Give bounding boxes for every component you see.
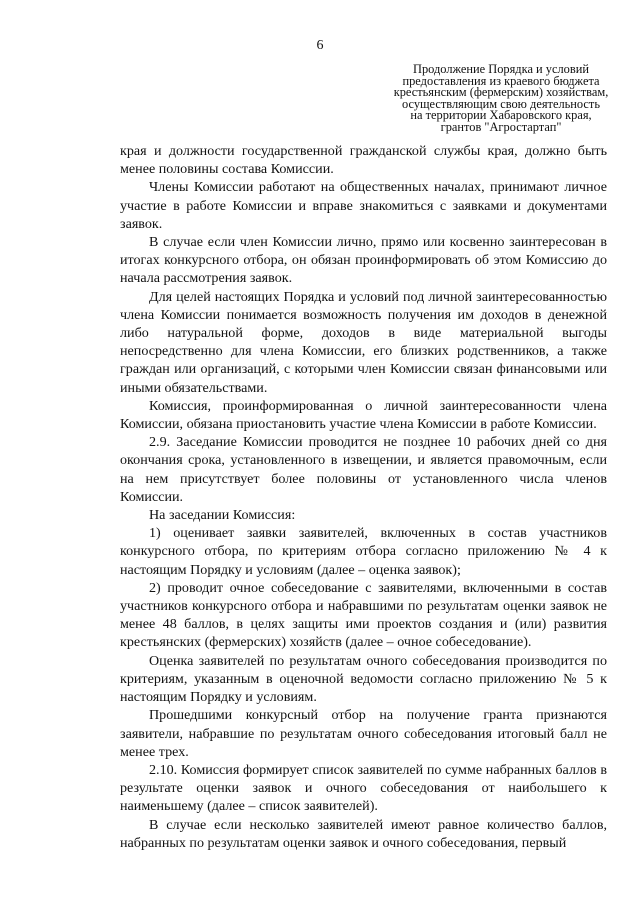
header-line: крестьянским (фермерским) хозяйствам,	[393, 85, 609, 99]
paragraph: 1) оценивает заявки заявителей, включенных в состав участников конкурсного отбора, по критериям отбора согласно приложению № 4 к настоящим Порядку и условиям (далее – оценка заявок);	[120, 525, 607, 578]
header-line: на территории Хабаровского края,	[410, 108, 592, 122]
header-line: грантов "Агростартап"	[440, 119, 562, 134]
paragraph: На заседании Комиссия:	[149, 507, 296, 524]
header-line: осуществляющим свою деятельность	[401, 96, 600, 111]
header-line: Продолжение Порядка и условий	[413, 62, 589, 76]
paragraph: Члены Комиссии работают на общественных началах, принимают личное участие в работе Комиссии и вправе знакомиться с заявками и документами заявок.	[120, 179, 607, 232]
document-body	[120, 142, 607, 852]
paragraph: Оценка заявителей по результатам очного собеседования производится по критериям, указанным в оценочной ведомости согласно приложению № 5 к настоящим Порядку и условиям.	[120, 652, 607, 706]
paragraph: В случае если несколько заявителей имеют равное количество баллов, набранных по результатам оценки заявок и очного собеседования, первый	[120, 816, 607, 851]
paragraph: Для целей настоящих Порядка и условий под личной заинтересованностью члена Комиссии понимается возможность получения им доходов в денежной либо натуральной форме, доходов в виде материальной выгоды непосредственно для члена Комиссии, его близких родственников, а также граждан или организаций, с которыми член Комиссии связан финансовыми или иными обязательствами.	[120, 288, 607, 396]
paragraph: края и должности государственной гражданской службы края, должно быть менее половины состава Комиссии.	[120, 143, 607, 178]
paragraph: В случае если член Комиссии лично, прямо или косвенно заинтересован в итогах конкурсного отбора, он обязан проинформировать об этом Комиссию до начала рассмотрения заявок.	[120, 234, 607, 287]
paragraph: Комиссия, проинформированная о личной заинтересованности члена Комиссии, обязана приостановить участие члена Комиссии в работе Комиссии.	[120, 397, 607, 433]
paragraph: 2.10. Комиссия формирует список заявителей по сумме набранных баллов в результате оценки заявок и очного собеседования от наибольшего к наименьшему (далее – список заявителей).	[120, 761, 607, 815]
paragraph: Прошедшими конкурсный отбор на получение гранта признаются заявители, набравшие по результатам очного собеседования итоговый балл не менее трех.	[120, 707, 607, 760]
paragraph: 2.9. Заседание Комиссии проводится не позднее 10 рабочих дней со дня окончания срока, установленного в извещении, и является правомочным, если на нем присутствует более половины от установленного числа членов Комиссии.	[120, 434, 607, 505]
header-line: предоставления из краевого бюджета	[402, 73, 600, 88]
document-header	[383, 64, 619, 133]
paragraph: 2) проводит очное собеседование с заявителями, включенными в состав участников конкурсного отбора и набравшими по результатам оценки заявок не менее 48 баллов, в целях защиты ими проектов создания и (или) развития крестьянских (фермерских) хозяйств (далее – очное собеседование).	[120, 579, 607, 651]
page-number: 6	[316, 38, 324, 53]
